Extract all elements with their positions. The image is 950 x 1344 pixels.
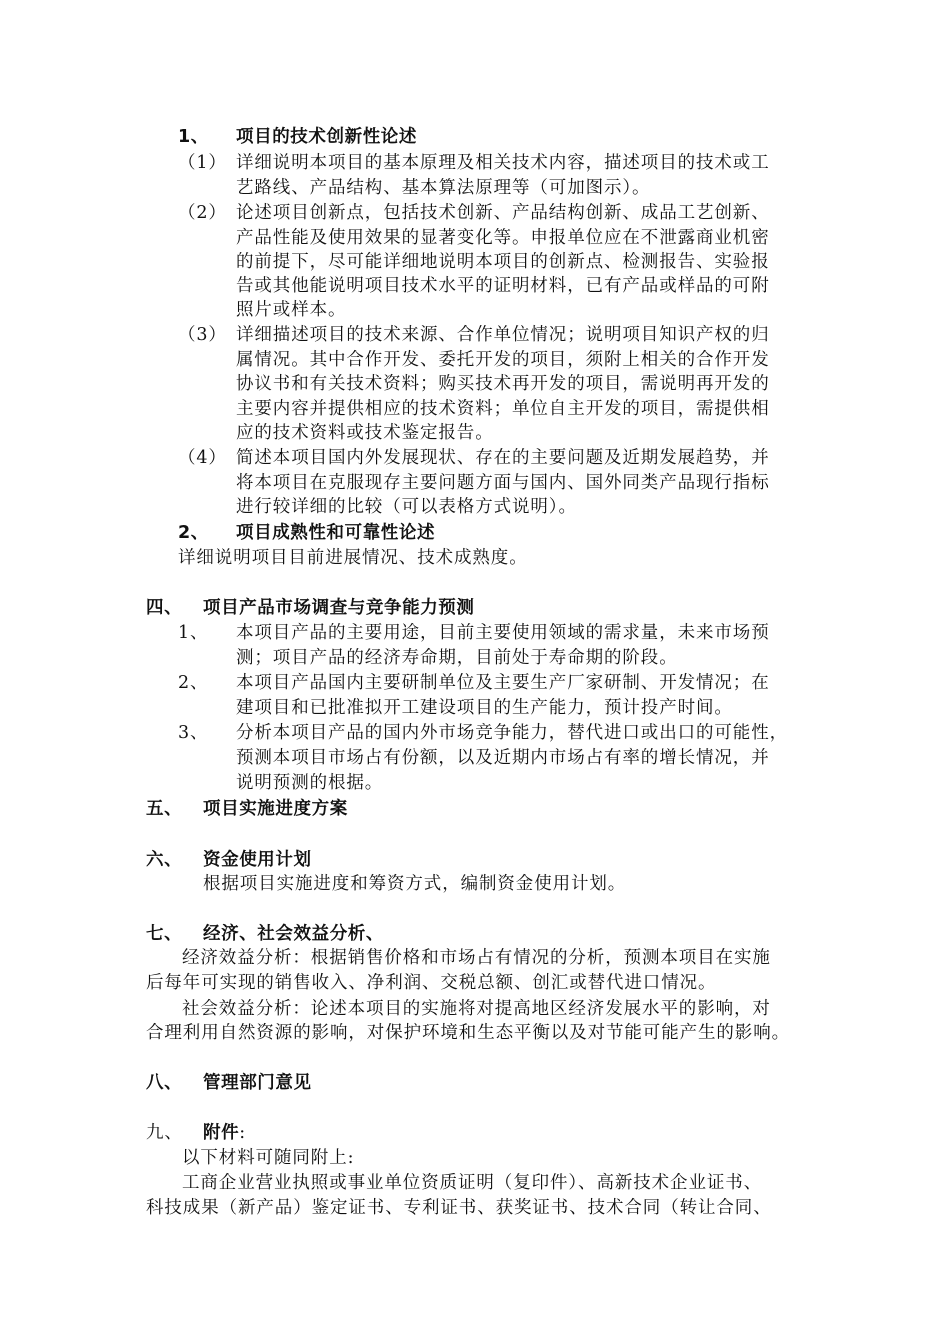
s4-item-2-line: 建项目和已批准拟开工建设项目的生产能力，预计投产时间。 <box>236 698 733 718</box>
s4-item-2-line: 本项目产品国内主要研制单位及主要生产厂家研制、开发情况；在 <box>236 673 770 693</box>
item-1-number: 1、 <box>178 127 209 147</box>
section-6-number: 六、 <box>146 850 183 870</box>
social-benefit-line: 合理利用自然资源的影响，对保护环境和生态平衡以及对节能可能产生的影响。 <box>146 1023 790 1043</box>
s4-item-3-line: 预测本项目市场占有份额，以及近期内市场占有率的增长情况，并 <box>236 748 770 768</box>
item-2-number: 2、 <box>178 523 209 543</box>
item-2-heading: 项目成熟性和可靠性论述 <box>236 523 436 543</box>
sub-item-4-line: 进行较详细的比较（可以表格方式说明）。 <box>236 497 577 517</box>
item-1-heading: 项目的技术创新性论述 <box>236 127 417 147</box>
section-9-heading <box>203 1121 246 1145</box>
s4-item-1-number: 1、 <box>178 623 209 643</box>
sub-item-1-line: 详细说明本项目的基本原理及相关技术内容，描述项目的技术或工 <box>236 153 770 173</box>
sub-item-1-line: 艺路线、产品结构、基本算法原理等（可加图示）。 <box>236 178 651 198</box>
sub-item-3-line: 应的技术资料或技术鉴定报告。 <box>236 423 494 443</box>
sub-item-3-line: 详细描述项目的技术来源、合作单位情况；说明项目知识产权的归 <box>236 325 770 345</box>
section-6-text: 根据项目实施进度和筹资方式，编制资金使用计划。 <box>203 874 627 894</box>
sub-item-3-line: 属情况。其中合作开发、委托开发的项目，须附上相关的合作开发 <box>236 350 770 370</box>
s4-item-1-line: 本项目产品的主要用途，目前主要使用领域的需求量，未来市场预 <box>236 623 770 643</box>
sub-item-4-line: 简述本项目国内外发展现状、存在的主要问题及近期发展趋势，并 <box>236 448 770 468</box>
s4-item-3-number: 3、 <box>178 723 209 743</box>
section-9-title: 附件 <box>203 1123 240 1143</box>
sub-item-2-line: 告或其他能说明项目技术水平的证明材料，已有产品或样品的可附 <box>236 276 770 296</box>
section-8-number: 八、 <box>146 1073 183 1093</box>
item-2-text: 详细说明项目目前进展情况、技术成熟度。 <box>178 548 528 568</box>
attachments-line: 科技成果（新产品）鉴定证书、专利证书、获奖证书、技术合同（转让合同、 <box>146 1198 772 1218</box>
s4-item-3-line: 分析本项目产品的国内外市场竞争能力，替代进口或出口的可能性， <box>236 723 788 743</box>
sub-item-3-line: 协议书和有关技术资料；购买技术再开发的项目，需说明再开发的 <box>236 374 770 394</box>
sub-item-4-number: （4） <box>178 448 227 468</box>
section-4-number: 四、 <box>146 598 183 618</box>
sub-item-2-line: 的前提下，尽可能详细地说明本项目的创新点、检测报告、实验报 <box>236 252 770 272</box>
section-8-heading: 管理部门意见 <box>203 1073 312 1093</box>
section-5-heading: 项目实施进度方案 <box>203 799 348 819</box>
social-benefit-line: 社会效益分析：论述本项目的实施将对提高地区经济发展水平的影响，对 <box>182 999 771 1019</box>
section-5-number: 五、 <box>146 799 183 819</box>
econ-benefit-line: 经济效益分析：根据销售价格和市场占有情况的分析，预测本项目在实施 <box>182 948 771 968</box>
sub-item-3-line: 主要内容并提供相应的技术资料；单位自主开发的项目，需提供相 <box>236 399 770 419</box>
s4-item-2-number: 2、 <box>178 673 209 693</box>
sub-item-4-line: 将本项目在克服现存主要问题方面与国内、国外同类产品现行指标 <box>236 473 770 493</box>
sub-item-2-number: （2） <box>178 203 227 223</box>
econ-benefit-line: 后每年可实现的销售收入、净利润、交税总额、创汇或替代进口情况。 <box>146 973 717 993</box>
section-9-number: 九、 <box>146 1123 183 1143</box>
s4-item-1-line: 测；项目产品的经济寿命期，目前处于寿命期的阶段。 <box>236 648 678 668</box>
section-7-heading: 经济、社会效益分析、 <box>203 924 384 944</box>
sub-item-2-line: 论述项目创新点，包括技术创新、产品结构创新、成品工艺创新、 <box>236 203 770 223</box>
section-6-heading: 资金使用计划 <box>203 850 312 870</box>
s4-item-3-line: 说明预测的根据。 <box>236 773 384 793</box>
sub-item-2-line: 产品性能及使用效果的显著变化等。申报单位应在不泄露商业机密 <box>236 228 770 248</box>
attachments-intro: 以下材料可随同附上: <box>182 1148 355 1168</box>
attachments-line: 工商企业营业执照或事业单位资质证明（复印件）、高新技术企业证书、 <box>182 1173 763 1193</box>
section-9-colon: : <box>239 1123 246 1143</box>
section-4-heading: 项目产品市场调查与竞争能力预测 <box>203 598 475 618</box>
section-7-number: 七、 <box>146 924 183 944</box>
sub-item-3-number: （3） <box>178 325 227 345</box>
sub-item-2-line: 照片或样本。 <box>236 300 347 320</box>
sub-item-1-number: （1） <box>178 153 227 173</box>
